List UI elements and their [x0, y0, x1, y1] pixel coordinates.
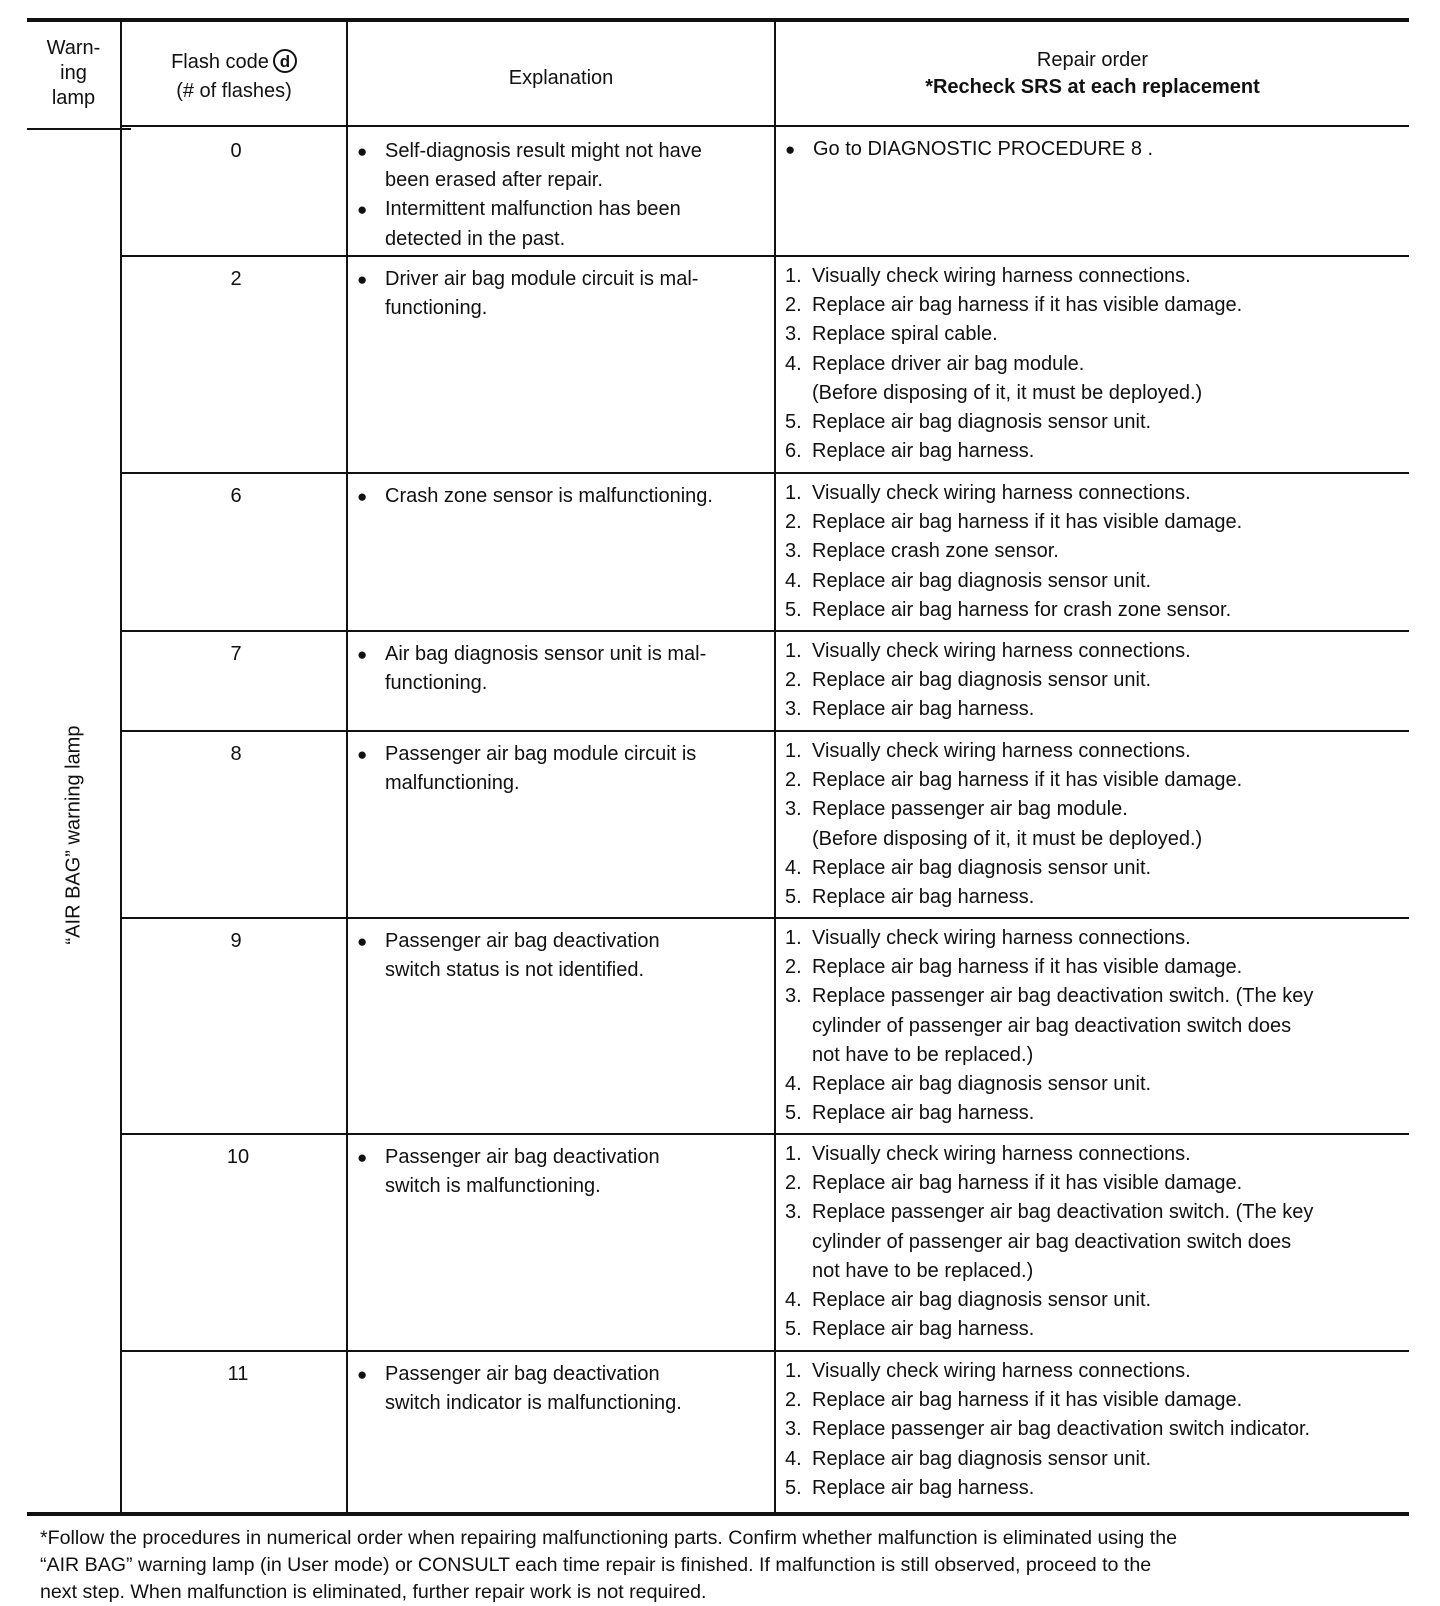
header-bottom-rule-left	[27, 128, 131, 130]
step-number: 1.	[785, 1360, 802, 1382]
row-divider	[122, 630, 1409, 632]
step-number: 2.	[785, 956, 802, 979]
explanation-item: ● Passenger air bag module circuit is malfunctioning.	[357, 740, 772, 798]
flash-code-sub: (# of flashes)	[176, 80, 292, 102]
flash-code-cell: 8	[230, 743, 242, 765]
flash-code-cell: 9	[230, 930, 242, 952]
repair-step: 4. Replace air bag diagnosis sensor unit.	[785, 567, 1407, 596]
step-number: 3.	[785, 1201, 802, 1224]
step-number: 1.	[785, 740, 802, 762]
repair-step: 1. Visually check wiring harness connections.	[785, 637, 1407, 666]
repair-step: 2. Replace air bag diagnosis sensor unit.	[785, 666, 1407, 695]
repair-step: 5. Replace air bag harness.	[785, 1315, 1407, 1344]
explanation-cell	[357, 265, 772, 323]
step-number: 4.	[785, 569, 802, 592]
step-number: 2.	[785, 769, 802, 792]
explanation-cell	[357, 1143, 772, 1201]
step-number: 1.	[785, 265, 802, 287]
header-explanation: Explanation	[508, 67, 614, 89]
step-number: 3.	[785, 985, 802, 1008]
repair-step: ● Go to DIAGNOSTIC PROCEDURE 8 .	[785, 135, 1407, 164]
step-number: 2.	[785, 1389, 802, 1412]
explanation-item: ● Crash zone sensor is malfunctioning.	[357, 482, 772, 511]
repair-step: 2. Replace air bag harness if it has visible damage.	[785, 508, 1407, 537]
repair-step: 4. Replace air bag diagnosis sensor unit.	[785, 854, 1407, 883]
step-number: 5.	[785, 598, 802, 621]
repair-step: 2. Replace air bag harness if it has visible damage.	[785, 766, 1407, 795]
repair-order-cell	[785, 262, 1407, 466]
explanation-cell	[357, 927, 772, 985]
repair-order-cell	[785, 924, 1407, 1128]
step-number: 3.	[785, 1418, 802, 1441]
repair-step: 1. Visually check wiring harness connections.	[785, 924, 1407, 953]
repair-step: 5. Replace air bag diagnosis sensor unit.	[785, 408, 1407, 437]
explanation-cell	[357, 482, 772, 511]
row-divider	[122, 730, 1409, 732]
step-number: 5.	[785, 886, 802, 909]
column-divider	[774, 22, 776, 1512]
explanation-item: ● Passenger air bag deactivation switch indicator is malfunctioning.	[357, 1360, 772, 1418]
row-divider	[122, 1350, 1409, 1352]
header-flash-code	[122, 50, 346, 104]
column-divider	[120, 22, 122, 1512]
flash-code-cell: 10	[226, 1146, 250, 1168]
explanation-item: ● Air bag diagnosis sensor unit is mal- functioning.	[357, 640, 772, 698]
repair-step: 5. Replace air bag harness for crash zone sensor.	[785, 596, 1407, 625]
row-divider	[122, 255, 1409, 257]
row-divider	[122, 1133, 1409, 1135]
repair-order-cell	[785, 737, 1407, 912]
explanation-cell	[357, 1360, 772, 1418]
header-warning-lamp: Warn- ing lamp	[46, 37, 101, 109]
step-number: 5.	[785, 1318, 802, 1341]
flash-code-cell: 11	[227, 1363, 249, 1385]
repair-step: 1. Visually check wiring harness connections.	[785, 479, 1407, 508]
header-repair-order: Repair order *Recheck SRS at each replacement	[776, 48, 1409, 100]
repair-step: 3. Replace crash zone sensor.	[785, 537, 1407, 566]
repair-order-cell	[785, 1357, 1407, 1503]
flash-code-cell: 2	[230, 268, 242, 290]
repair-step: 3. Replace passenger air bag deactivation switch. (The key cylinder of passenger air bag deactivation switch does not have to be replaced.)	[785, 1198, 1407, 1286]
repair-step: 1. Visually check wiring harness connections.	[785, 1357, 1407, 1386]
step-number: 2.	[785, 1172, 802, 1195]
row-divider	[122, 917, 1409, 919]
explanation-cell	[357, 640, 772, 698]
repair-order-cell	[785, 637, 1407, 725]
step-number: 2.	[785, 669, 802, 692]
repair-order-cell	[785, 135, 1407, 164]
explanation-item: ● Intermittent malfunction has been detected in the past.	[357, 195, 772, 253]
step-number: 3.	[785, 798, 802, 821]
explanation-item: ● Passenger air bag deactivation switch status is not identified.	[357, 927, 772, 985]
column-divider	[346, 22, 348, 1512]
repair-step: 2. Replace air bag harness if it has visible damage.	[785, 1386, 1407, 1415]
table-top-rule	[27, 18, 1409, 22]
flash-code-cell: 0	[230, 140, 242, 162]
repair-step: 3. Replace air bag harness.	[785, 695, 1407, 724]
repair-order-cell	[785, 1140, 1407, 1344]
repair-step: 2. Replace air bag harness if it has visible damage.	[785, 1169, 1407, 1198]
repair-step: 3. Replace passenger air bag deactivation switch indicator.	[785, 1415, 1407, 1444]
repair-step: 3. Replace passenger air bag module. (Before disposing of it, it must be deployed.)	[785, 795, 1407, 853]
flash-code-cell: 7	[230, 643, 242, 665]
repair-step: 3. Replace spiral cable.	[785, 320, 1407, 349]
repair-step: 4. Replace air bag diagnosis sensor unit.	[785, 1070, 1407, 1099]
explanation-item: ● Driver air bag module circuit is mal- functioning.	[357, 265, 772, 323]
step-number: 4.	[785, 1289, 802, 1312]
footnote: *Follow the procedures in numerical order when repairing malfunctioning parts. Confirm whether malfunction is eliminated using the “AIR BAG” warning lamp (in User mode) or CONSULT each time repair is finished. If malfunction is still observed, proceed to the next step. When malfunction is eliminated, further repair work is not required.	[40, 1527, 1178, 1603]
step-number: 1.	[785, 1143, 802, 1165]
step-number: 4.	[785, 856, 802, 879]
step-number: 6.	[785, 440, 802, 463]
repair-order-cell	[785, 479, 1407, 625]
repair-step: 5. Replace air bag harness.	[785, 1099, 1407, 1128]
step-number: 5.	[785, 1102, 802, 1125]
repair-step: 2. Replace air bag harness if it has visible damage.	[785, 953, 1407, 982]
step-number: 3.	[785, 698, 802, 721]
repair-step: 4. Replace air bag diagnosis sensor unit.	[785, 1286, 1407, 1315]
repair-step: 4. Replace air bag diagnosis sensor unit.	[785, 1445, 1407, 1474]
flash-code-label: Flash code	[171, 51, 269, 73]
step-number: 5.	[785, 1476, 802, 1499]
step-number: 1.	[785, 927, 802, 949]
step-number: 4.	[785, 1447, 802, 1470]
repair-step: 1. Visually check wiring harness connections.	[785, 737, 1407, 766]
repair-step: 4. Replace driver air bag module. (Before disposing of it, it must be deployed.)	[785, 350, 1407, 408]
step-number: 5.	[785, 411, 802, 434]
step-number: 3.	[785, 323, 802, 346]
circled-d-icon: d	[273, 49, 297, 73]
explanation-cell	[357, 137, 772, 254]
repair-step: 1. Visually check wiring harness connections.	[785, 1140, 1407, 1169]
header-bottom-rule	[122, 125, 1409, 127]
table-bottom-rule	[27, 1512, 1409, 1516]
flash-code-cell: 6	[230, 485, 242, 507]
explanation-item: ● Self-diagnosis result might not have been erased after repair.	[357, 137, 772, 195]
step-number: 4.	[785, 1073, 802, 1096]
step-number: 2.	[785, 294, 802, 317]
repair-step: 5. Replace air bag harness.	[785, 1474, 1407, 1503]
step-number: 3.	[785, 540, 802, 563]
step-number: 1.	[785, 640, 802, 662]
repair-step: 5. Replace air bag harness.	[785, 883, 1407, 912]
repair-step: 2. Replace air bag harness if it has visible damage.	[785, 291, 1407, 320]
repair-step: 1. Visually check wiring harness connections.	[785, 262, 1407, 291]
lamp-label: “AIR BAG” warning lamp	[62, 725, 85, 945]
step-number: 1.	[785, 482, 802, 504]
step-number: 4.	[785, 352, 802, 375]
step-number: 2.	[785, 511, 802, 534]
explanation-item: ● Passenger air bag deactivation switch is malfunctioning.	[357, 1143, 772, 1201]
repair-note: *Recheck SRS at each replacement	[925, 76, 1260, 98]
repair-step: 6. Replace air bag harness.	[785, 437, 1407, 466]
repair-step: 3. Replace passenger air bag deactivation switch. (The key cylinder of passenger air bag deactivation switch does not have to be replaced.)	[785, 982, 1407, 1070]
row-divider	[122, 472, 1409, 474]
explanation-cell	[357, 740, 772, 798]
